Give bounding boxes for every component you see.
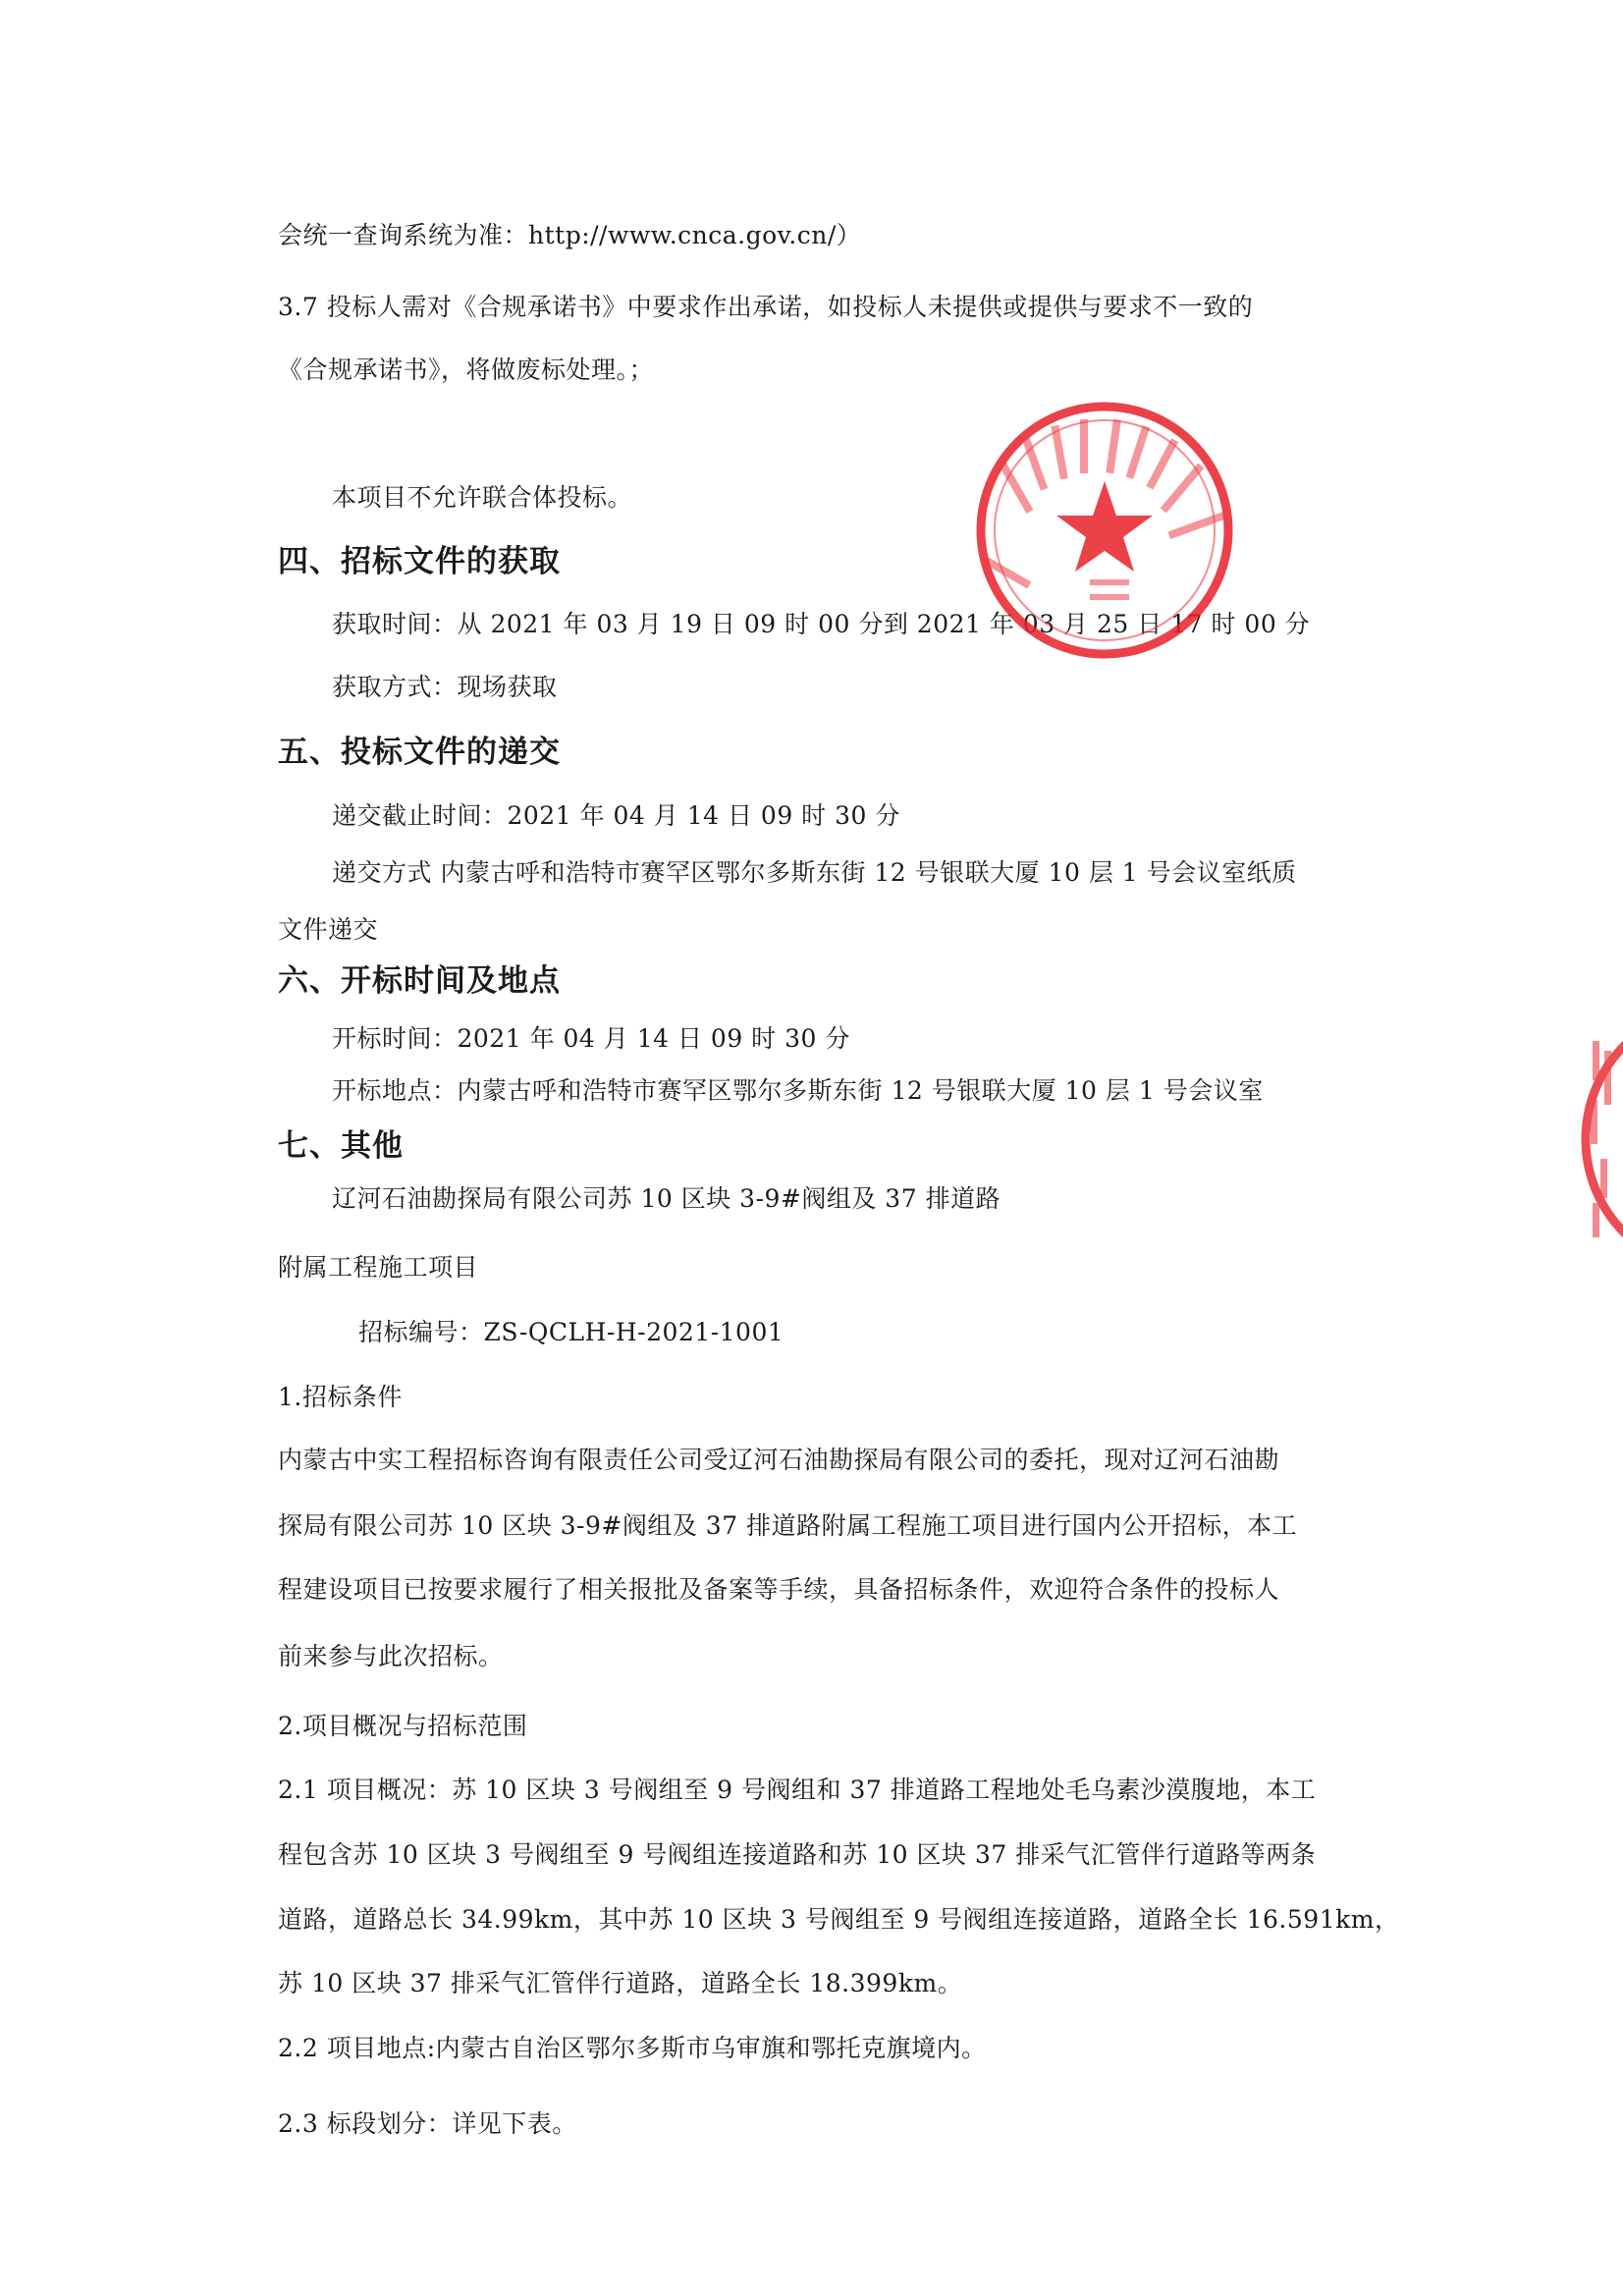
text-line: 开标时间：2021 年 04 月 14 日 09 时 30 分	[332, 1024, 850, 1053]
text-line: 3.7 投标人需对《合规承诺书》中要求作出承诺，如投标人未提供或提供与要求不一致的	[278, 293, 1254, 321]
text-line: 辽河石油勘探局有限公司苏 10 区块 3-9#阀组及 37 排道路	[332, 1184, 1001, 1213]
text-line: 《合规承诺书》，将做废标处理。；	[278, 355, 655, 384]
section-heading: 七、其他	[278, 1128, 404, 1164]
section-heading: 六、开标时间及地点	[278, 963, 561, 999]
section-heading: 五、投标文件的递交	[278, 735, 561, 770]
section-heading: 四、招标文件的获取	[278, 544, 561, 579]
text-line: 程包含苏 10 区块 3 号阀组至 9 号阀组连接道路和苏 10 区块 37 排采气汇管伴行道路等两条	[278, 1840, 1317, 1869]
text-line: 文件递交	[278, 915, 379, 944]
text-line: 本项目不允许联合体投标。	[332, 483, 633, 512]
text-line: 会统一查询系统为准：http://www.cnca.gov.cn/）	[278, 221, 862, 249]
text-line: 1.招标条件	[278, 1383, 403, 1411]
company-seal	[972, 398, 1237, 663]
text-line: 获取时间：从 2021 年 03 月 19 日 09 时 00 分到 2021 年 03 月 25 日 17 时 00 分	[332, 610, 1311, 638]
text-line: 2.2 项目地点:内蒙古自治区鄂尔多斯市乌审旗和鄂托克旗境内。	[278, 2034, 987, 2062]
text-line: 程建设项目已按要求履行了相关报批及备案等手续，具备招标条件，欢迎符合条件的投标人	[278, 1575, 1280, 1604]
text-line: 前来参与此次招标。	[278, 1642, 504, 1670]
partial-seal	[1571, 992, 1623, 1286]
text-line: 开标地点：内蒙古呼和浩特市赛罕区鄂尔多斯东街 12 号银联大厦 10 层 1 号会议室	[332, 1076, 1264, 1105]
text-line: 探局有限公司苏 10 区块 3-9#阀组及 37 排道路附属工程施工项目进行国内公开招标，本工	[278, 1511, 1298, 1540]
text-line: 2.1 项目概况：苏 10 区块 3 号阀组至 9 号阀组和 37 排道路工程地处毛乌素沙漠腹地，本工	[278, 1776, 1317, 1804]
text-line: 附属工程施工项目	[278, 1253, 479, 1282]
text-line: 获取方式：现场获取	[332, 673, 558, 701]
text-line: 2.3 标段划分：详见下表。	[278, 2109, 577, 2138]
text-line: 招标编号：ZS-QCLH-H-2021-1001	[358, 1318, 784, 1346]
text-line: 苏 10 区块 37 排采气汇管伴行道路，道路全长 18.399km。	[278, 1969, 963, 1997]
text-line: 递交方式 内蒙古呼和浩特市赛罕区鄂尔多斯东街 12 号银联大厦 10 层 1 号会议室纸质	[332, 858, 1297, 887]
text-line: 内蒙古中实工程招标咨询有限责任公司受辽河石油勘探局有限公司的委托，现对辽河石油勘	[278, 1446, 1280, 1474]
text-line: 2.项目概况与招标范围	[278, 1712, 528, 1740]
text-line: 道路，道路总长 34.99km，其中苏 10 区块 3 号阀组至 9 号阀组连接道路，道路全长 16.591km，	[278, 1905, 1400, 1934]
text-line: 递交截止时间：2021 年 04 月 14 日 09 时 30 分	[332, 801, 900, 830]
